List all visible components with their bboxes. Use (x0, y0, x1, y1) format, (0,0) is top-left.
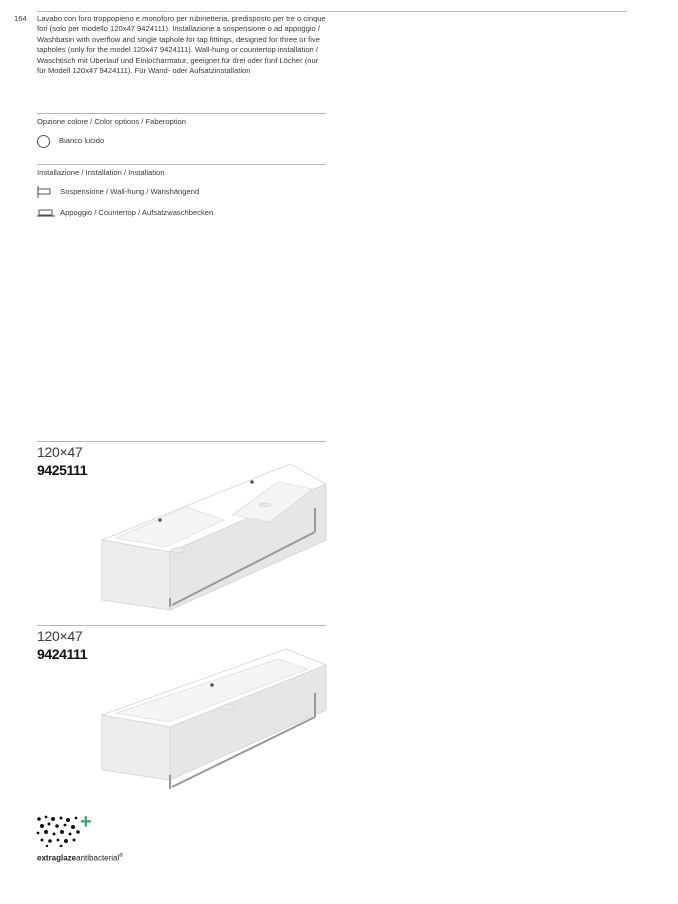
installation-heading: Installazione / Installation / Installation (37, 168, 165, 177)
double-washbasin-image (100, 460, 330, 615)
color-option-label: Bianco lucido (59, 136, 105, 146)
single-washbasin-image (100, 645, 330, 800)
product-1-rule (37, 441, 326, 442)
top-rule (37, 11, 627, 12)
extraglaze-dots-logo-icon (36, 815, 82, 847)
color-options-rule (37, 113, 326, 114)
wall-hung-icon (37, 186, 51, 198)
plus-icon: + (80, 811, 92, 833)
color-swatch-icon (37, 135, 50, 148)
installation-item-wall-hung (37, 186, 199, 198)
installation-rule (37, 164, 326, 165)
brand-bold: extraglaze (37, 853, 77, 863)
color-option-item[interactable] (37, 135, 104, 148)
brand-rest: antibacterial (76, 853, 120, 863)
brand-mark: ® (119, 853, 123, 859)
product-1-code: 9425111 (37, 462, 88, 478)
product-description: Lavabo con foro troppopieno e monoforo per rubinetteria, predisposto per tre o cinque fori (solo per modello 120x47 9424111). Installazione a sospensione o ad appoggio / Washbasin with overflow and single taphole for tap fittings, designed for three or five tapholes (only for the model 120x47 9424111). Wall-hung or countertop installation / Waschtisch mit Überlauf und Einlocharmatur, geeignet für drei oder fünf Löcher (nur für Modell 120x47 9424111). Für Wand- oder Aufsatzinstallation (37, 14, 326, 76)
color-options-heading: Opzione colore / Color options / Faberoption (37, 117, 187, 126)
product-2-code: 9424111 (37, 646, 88, 662)
installation-label-wall-hung: Sospensione / Wall-hung / Wanshängend (60, 186, 200, 196)
installation-label-countertop: Appoggio / Countertop / Aufsatzwaschbecken (60, 207, 214, 217)
product-2-rule (37, 625, 326, 626)
brand-wordmark (37, 853, 123, 863)
product-1-size: 120×47 (37, 444, 83, 460)
installation-item-countertop (37, 207, 213, 219)
page-number: 164 (14, 14, 27, 23)
countertop-icon (37, 207, 55, 219)
product-2-size: 120×47 (37, 628, 83, 644)
